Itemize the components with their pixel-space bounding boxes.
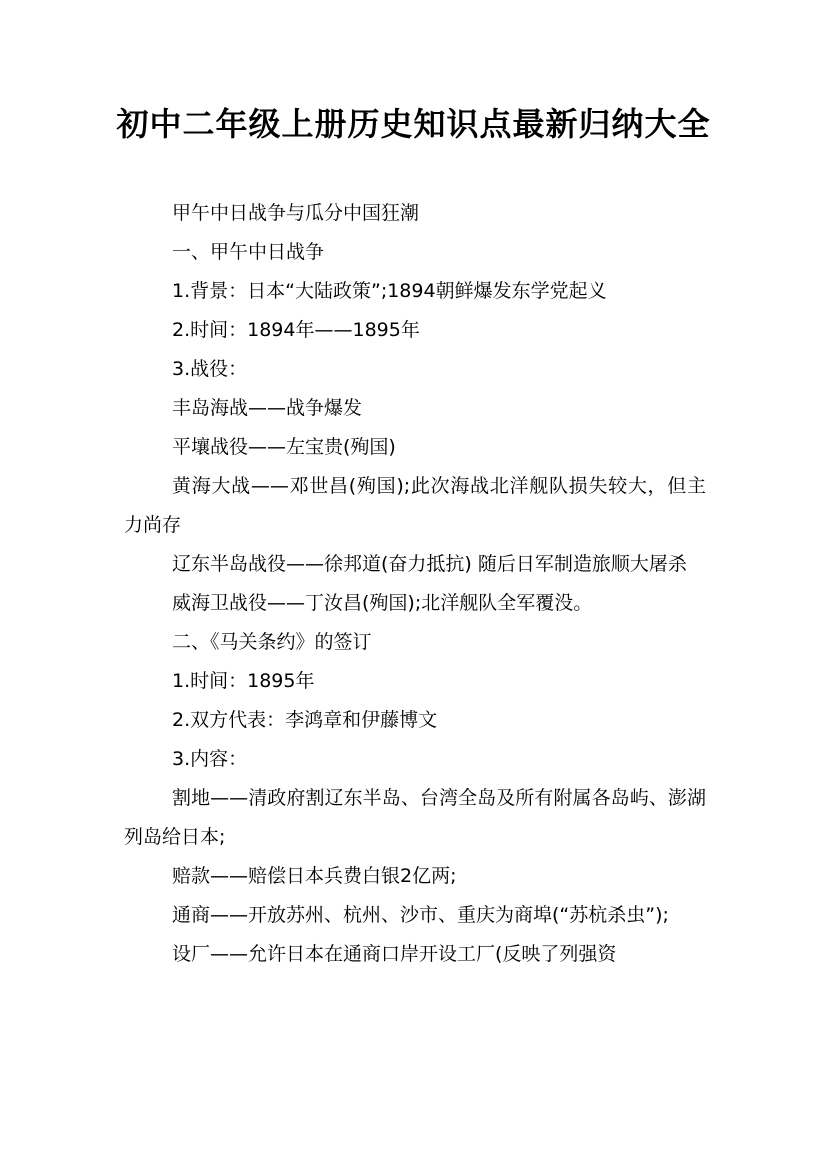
paragraph: 辽东半岛战役——徐邦道(奋力抵抗) 随后日军制造旅顺大屠杀 (172, 553, 687, 575)
paragraph: 赔款——赔偿日本兵费白银2亿两; (172, 865, 457, 887)
paragraph: 2.双方代表：李鸿章和伊藤博文 (172, 709, 438, 731)
paragraph: 平壤战役——左宝贵(殉国) (172, 436, 396, 458)
paragraph: 2.时间：1894年——1895年 (172, 319, 420, 341)
section-heading: 二、《马关条约》的签订 (172, 631, 372, 653)
paragraph: 设厂——允许日本在通商口岸开设工厂(反映了列强资 (172, 943, 617, 965)
paragraph: 1.背景：日本“大陆政策”;1894朝鲜爆发东学党起义 (172, 280, 607, 302)
document-title: 初中二年级上册历史知识点最新归纳大全 (116, 105, 711, 143)
section-heading: 一、甲午中日战争 (172, 241, 325, 263)
paragraph: 黄海大战——邓世昌(殉国);此次海战北洋舰队损失较大，但主力尚存 (124, 475, 706, 536)
document-body (124, 194, 706, 974)
paragraph: 1.时间：1895年 (172, 670, 315, 692)
paragraph: 3.战役： (172, 358, 248, 380)
paragraph: 威海卫战役——丁汝昌(殉国);北洋舰队全军覆没。 (172, 592, 593, 614)
paragraph: 3.内容： (172, 748, 248, 770)
paragraph: 甲午中日战争与瓜分中国狂潮 (172, 202, 420, 224)
paragraph: 割地——清政府割辽东半岛、台湾全岛及所有附属各岛屿、澎湖列岛给日本; (124, 787, 706, 848)
paragraph: 通商——开放苏州、杭州、沙市、重庆为商埠(“苏杭杀虫”); (172, 904, 669, 926)
paragraph: 丰岛海战——战争爆发 (172, 397, 363, 419)
